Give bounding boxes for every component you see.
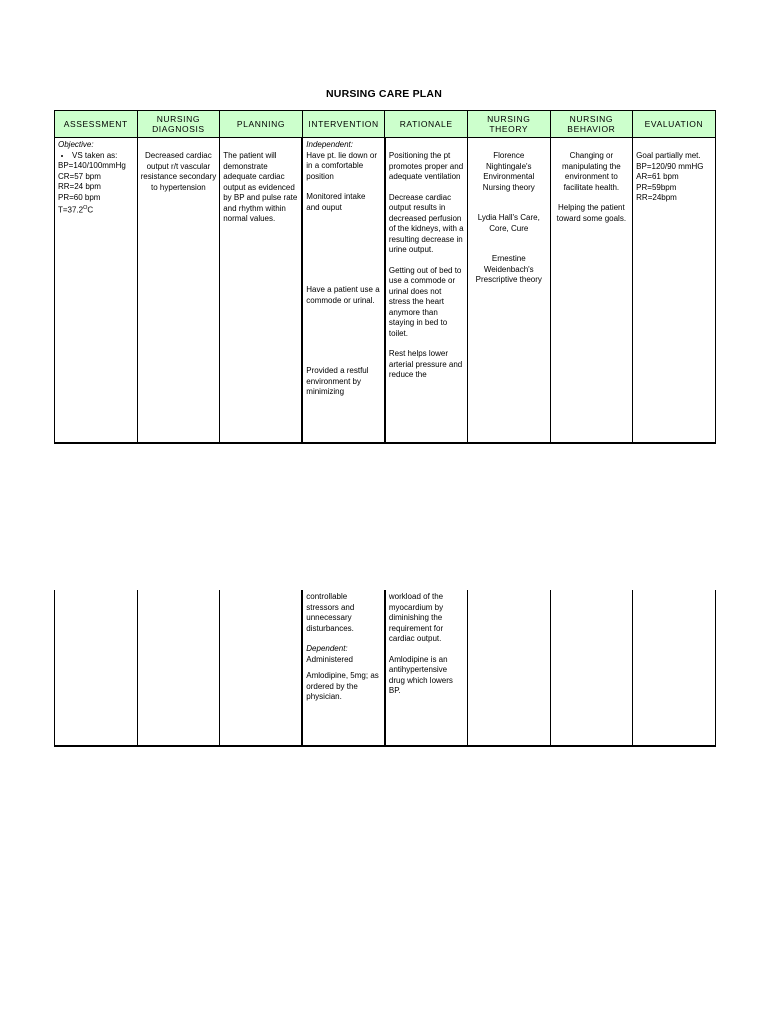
intervention-item-4a: Provided a restful environment by minimizing — [306, 366, 369, 396]
rationale-item-4a: Rest helps lower arterial pressure and reduce the — [388, 349, 463, 379]
diagnosis-text: Decreased cardiac output r/t vascular resistance secondary to hypertension — [140, 151, 217, 192]
evaluation-status: Goal partially met. — [636, 151, 701, 160]
diagnosis-cell — [137, 138, 220, 444]
rationale-cell — [385, 138, 468, 444]
header-planning: PLANNING — [220, 111, 303, 138]
intervention-item-2: Monitored intake and ouput — [306, 192, 366, 212]
evaluation-pr: PR=59bpm — [636, 182, 677, 192]
planning-cell — [220, 138, 303, 444]
dependent-label: Dependent: — [306, 644, 348, 653]
intervention-item-3: Have a patient use a commode or urinal. — [306, 285, 380, 305]
header-rationale: RATIONALE — [385, 111, 468, 138]
rationale-item-3: Getting out of bed to use a commode or urinal does not stress the heart anymore than staying in bed to toilet. — [388, 265, 462, 338]
rationale-item-1: Positioning the pt promotes proper and adequate ventilation — [388, 151, 464, 181]
planning-cell-cont — [220, 590, 303, 746]
rationale-item-2: Decrease cardiac output results in decreased perfusion of the kidneys, with a resulting decrease in urine output. — [388, 192, 464, 254]
theory-item-3: Ernestine Weidenbach's Prescriptive theory — [475, 254, 542, 284]
planning-text: The patient will demonstrate adequate cardiac output as evidenced by BP and pulse rate and rhythm within normal values. — [223, 151, 298, 223]
intervention-item-5a: Administered — [306, 654, 353, 664]
assessment-rr: RR=24 bpm — [58, 182, 101, 191]
evaluation-cell — [633, 138, 716, 444]
intervention-item-4b: controllable stressors and unnecessary disturbances. — [306, 592, 355, 633]
temp-value: T=37.2 — [58, 205, 84, 215]
rationale-item-4b: workload of the myocardium by diminishing the requirement for cardiac output. — [388, 592, 444, 643]
intervention-cell-cont — [302, 590, 385, 746]
vs-list — [58, 151, 134, 162]
header-behavior: NURSING BEHAVIOR — [550, 111, 633, 138]
evaluation-ar: AR=61 bpm — [636, 172, 679, 181]
behavior-item-1: Changing or manipulating the environment to facilitate health. — [562, 151, 621, 192]
behavior-cell-cont — [550, 590, 633, 746]
theory-item-1: Florence Nightingale's Environmental Nursing theory — [482, 151, 535, 192]
header-diagnosis: NURSING DIAGNOSIS — [137, 111, 220, 138]
assessment-cr: CR=57 bpm — [58, 171, 101, 181]
page-title: NURSING CARE PLAN — [326, 88, 442, 100]
care-plan-table-continued — [54, 590, 716, 747]
theory-item-2: Lydia Hall's Care, Core, Cure — [477, 213, 540, 233]
header-assessment: ASSESSMENT — [55, 111, 138, 138]
assessment-cell-cont — [55, 590, 138, 746]
objective-label: Objective: — [58, 140, 94, 149]
care-plan-table — [54, 110, 716, 444]
rationale-item-5: Amlodipine is an antihypertensive drug which lowers BP. — [388, 654, 453, 695]
intervention-item-5b: Amlodipine, 5mg; as ordered by the physician. — [306, 671, 379, 701]
header-row — [55, 111, 716, 138]
table-row — [55, 138, 716, 444]
diagnosis-cell-cont — [137, 590, 220, 746]
temp-degree: O — [83, 205, 88, 211]
theory-cell — [467, 138, 550, 444]
temp-unit: C — [87, 205, 94, 215]
evaluation-rr: RR=24bpm — [636, 193, 677, 202]
header-evaluation: EVALUATION — [633, 111, 716, 138]
header-intervention: INTERVENTION — [302, 111, 385, 138]
vs-taken: • VS taken as: — [72, 151, 134, 162]
behavior-item-2: Helping the patient toward some goals. — [556, 203, 627, 223]
assessment-cell — [55, 138, 138, 444]
assessment-temp — [58, 203, 134, 216]
intervention-cell — [302, 138, 385, 444]
evaluation-bp: BP=120/90 mmHG — [636, 161, 704, 171]
header-theory: NURSING THEORY — [467, 111, 550, 138]
independent-label: Independent: — [306, 140, 353, 149]
theory-cell-cont — [467, 590, 550, 746]
behavior-cell — [550, 138, 633, 444]
rationale-cell-cont — [385, 590, 468, 746]
intervention-item-1: Have pt. lie down or in a comfortable position — [306, 150, 377, 181]
assessment-pr: PR=60 bpm — [58, 192, 101, 202]
evaluation-cell-cont — [633, 590, 716, 746]
table-row — [55, 590, 716, 746]
assessment-bp: BP=140/100mmHg — [58, 161, 126, 170]
